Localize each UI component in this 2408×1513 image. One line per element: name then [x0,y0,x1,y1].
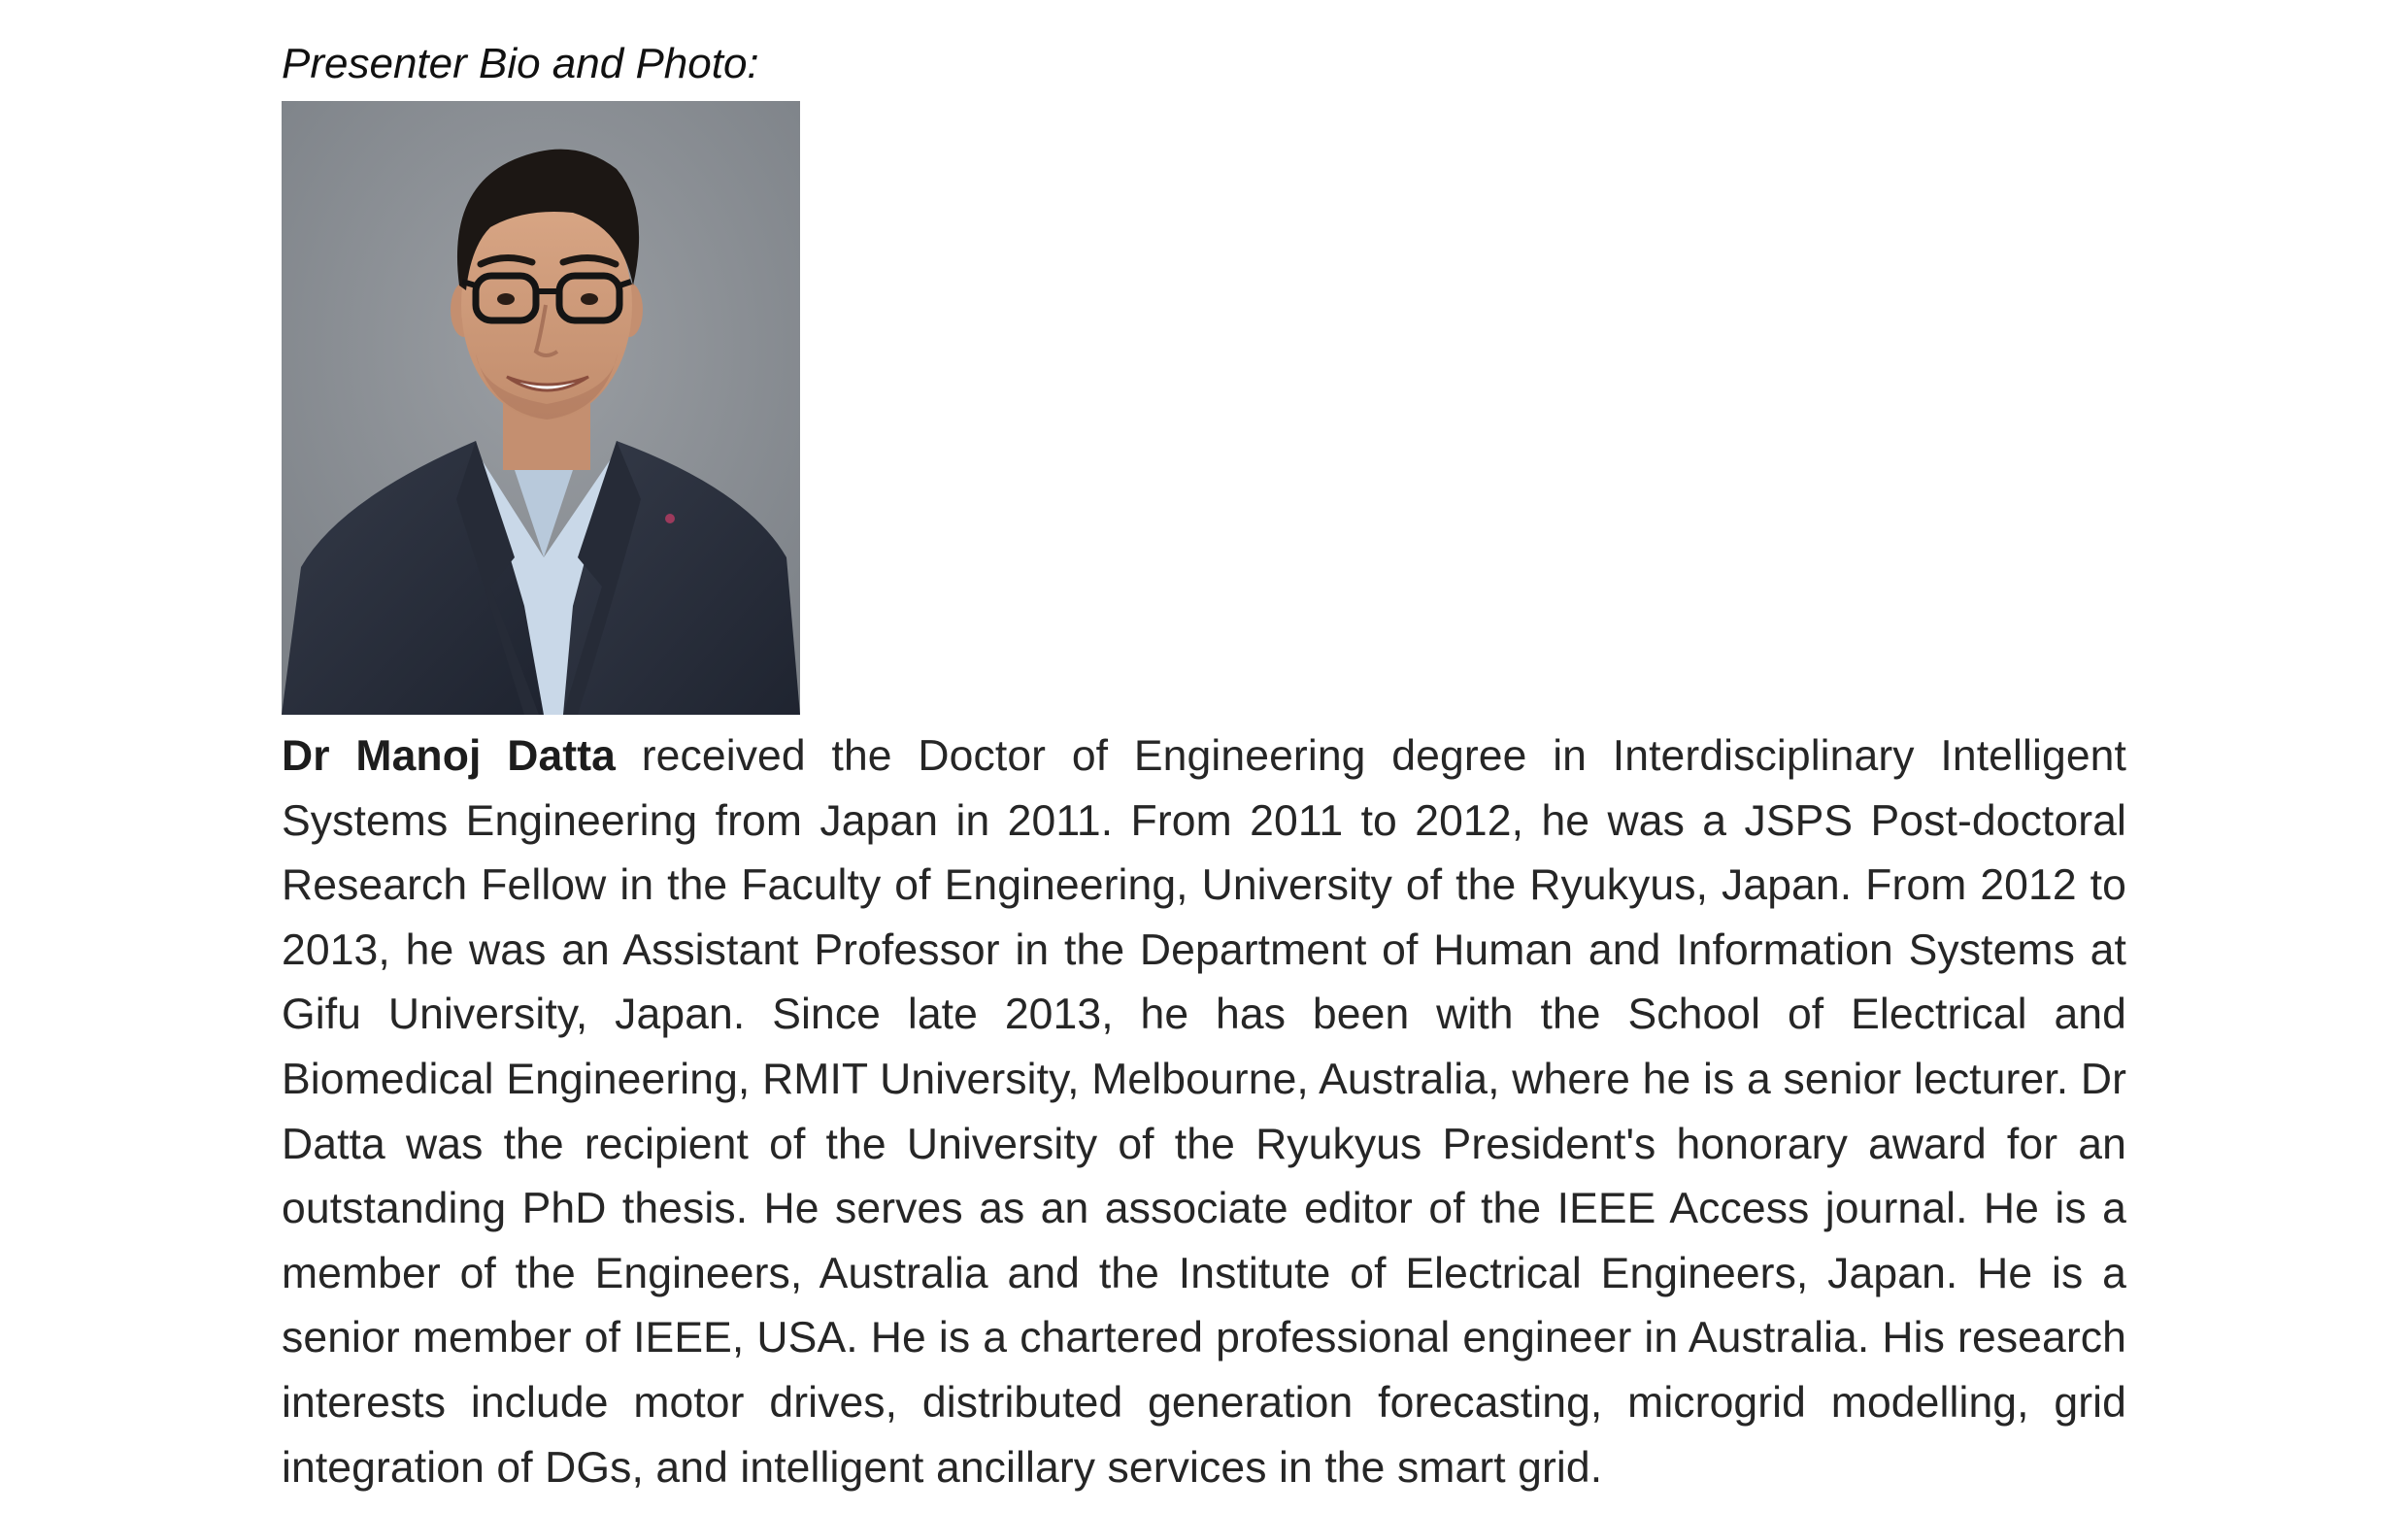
section-heading: Presenter Bio and Photo: [282,40,759,87]
bio-paragraph [282,724,2126,1500]
document-page [282,37,2126,1500]
presenter-name: Dr Manoj Datta [282,732,616,780]
bio-text: received the Doctor of Engineering degree in Interdisciplinary Intelligent Systems Engineering from Japan in 2011. From 2011 to 2012, he was a JSPS Post-doctoral Research Fellow in the Faculty of Engineering, University of the Ryukyus, Japan. From 2012 to 2013, he was an Assistant Professor in the Department of Human and Information Systems at Gifu University, Japan. Since late 2013, he has been with the School of Electrical and Biomedical Engineering, RMIT University, Melbourne, Australia, where he is a senior lecturer. Dr Datta was the recipient of the University of the Ryukyus President's honorary award for an outstanding PhD thesis. He serves as an associate editor of the IEEE Access journal. He is a member of the Engineers, Australia and the Institute of Electrical Engineers, Japan. He is a senior member of IEEE, USA. He is a chartered professional engineer in Australia. His research interests include motor drives, distributed generation forecasting, microgrid modelling, grid integration of DGs, and intelligent ancillary services in the smart grid. [282,732,2126,1492]
presenter-photo [282,101,800,715]
portrait-image [282,101,800,715]
